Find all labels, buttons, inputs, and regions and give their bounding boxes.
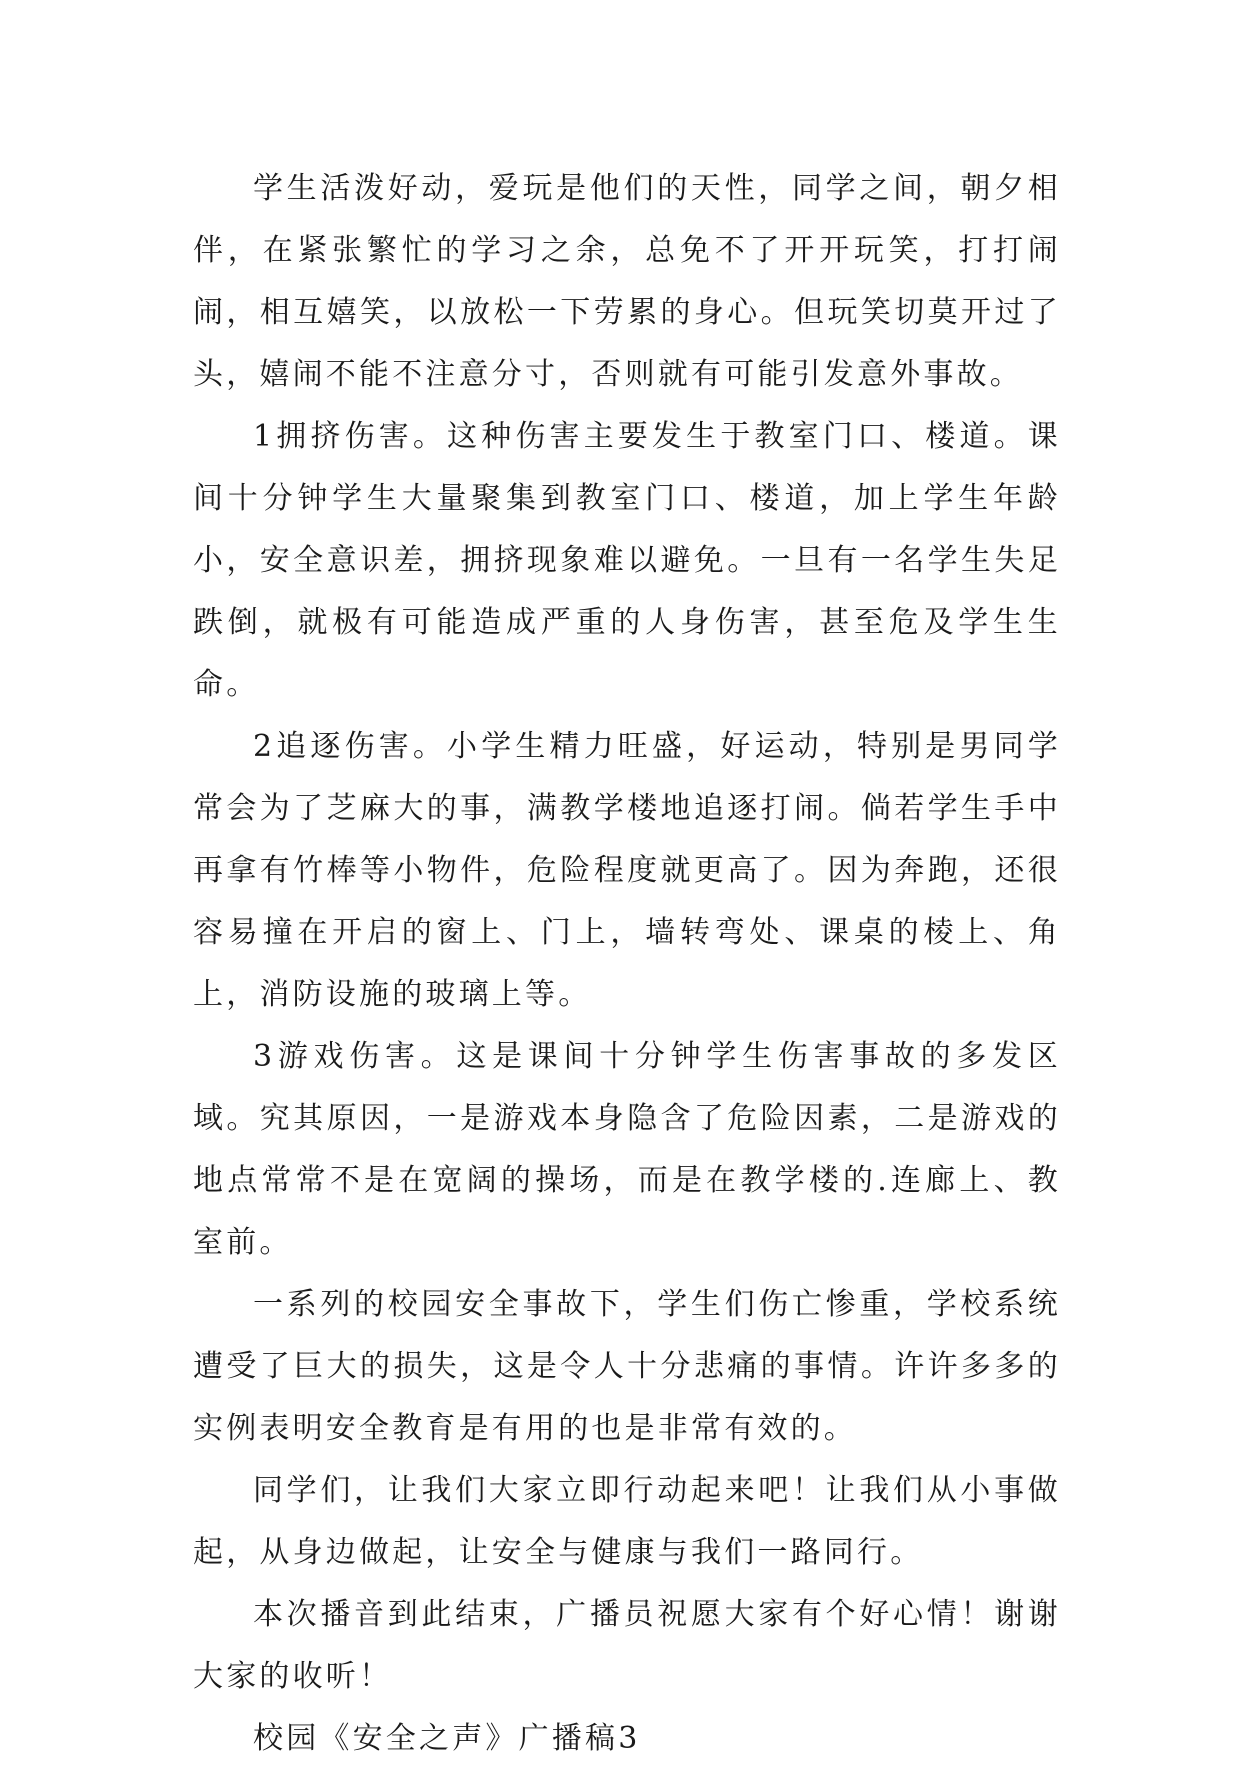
paragraph-closing: 本次播音到此结束，广播员祝愿大家有个好心情！谢谢大家的收听！ — [193, 1597, 1061, 1694]
paragraph-safety-education: 一系列的校园安全事故下，学生们伤亡惨重，学校系统遭受了巨大的损失，这是令人十分悲痛的事情。许许多多的实例表明安全教育是有用的也是非常有效的。 — [193, 1287, 1061, 1446]
paragraph-call-to-action: 同学们，让我们大家立即行动起来吧！让我们从小事做起，从身边做起，让安全与健康与我们一路同行。 — [193, 1473, 1061, 1570]
document-body — [193, 158, 1061, 1770]
section-heading: 校园《安全之声》广播稿3 — [253, 1721, 641, 1756]
paragraph-intro: 学生活泼好动，爱玩是他们的天性，同学之间，朝夕相伴，在紧张繁忙的学习之余，总免不了开开玩笑，打打闹闹，相互嬉笑，以放松一下劳累的身心。但玩笑切莫开过了头，嬉闹不能不注意分寸，否则就有可能引发意外事故。 — [193, 171, 1061, 392]
paragraph-crowding-injury: 1拥挤伤害。这种伤害主要发生于教室门口、楼道。课间十分钟学生大量聚集到教室门口、楼道，加上学生年龄小，安全意识差，拥挤现象难以避免。一旦有一名学生失足跌倒，就极有可能造成严重的人身伤害，甚至危及学生生命。 — [193, 419, 1061, 702]
paragraph-chasing-injury: 2追逐伤害。小学生精力旺盛，好运动，特别是男同学常会为了芝麻大的事，满教学楼地追逐打闹。倘若学生手中再拿有竹棒等小物件，危险程度就更高了。因为奔跑，还很容易撞在开启的窗上、门上，墙转弯处、课桌的棱上、角上，消防设施的玻璃上等。 — [193, 729, 1061, 1012]
paragraph-game-injury: 3游戏伤害。这是课间十分钟学生伤害事故的多发区域。究其原因，一是游戏本身隐含了危险因素，二是游戏的地点常常不是在宽阔的操场，而是在教学楼的.连廊上、教室前。 — [193, 1039, 1061, 1260]
